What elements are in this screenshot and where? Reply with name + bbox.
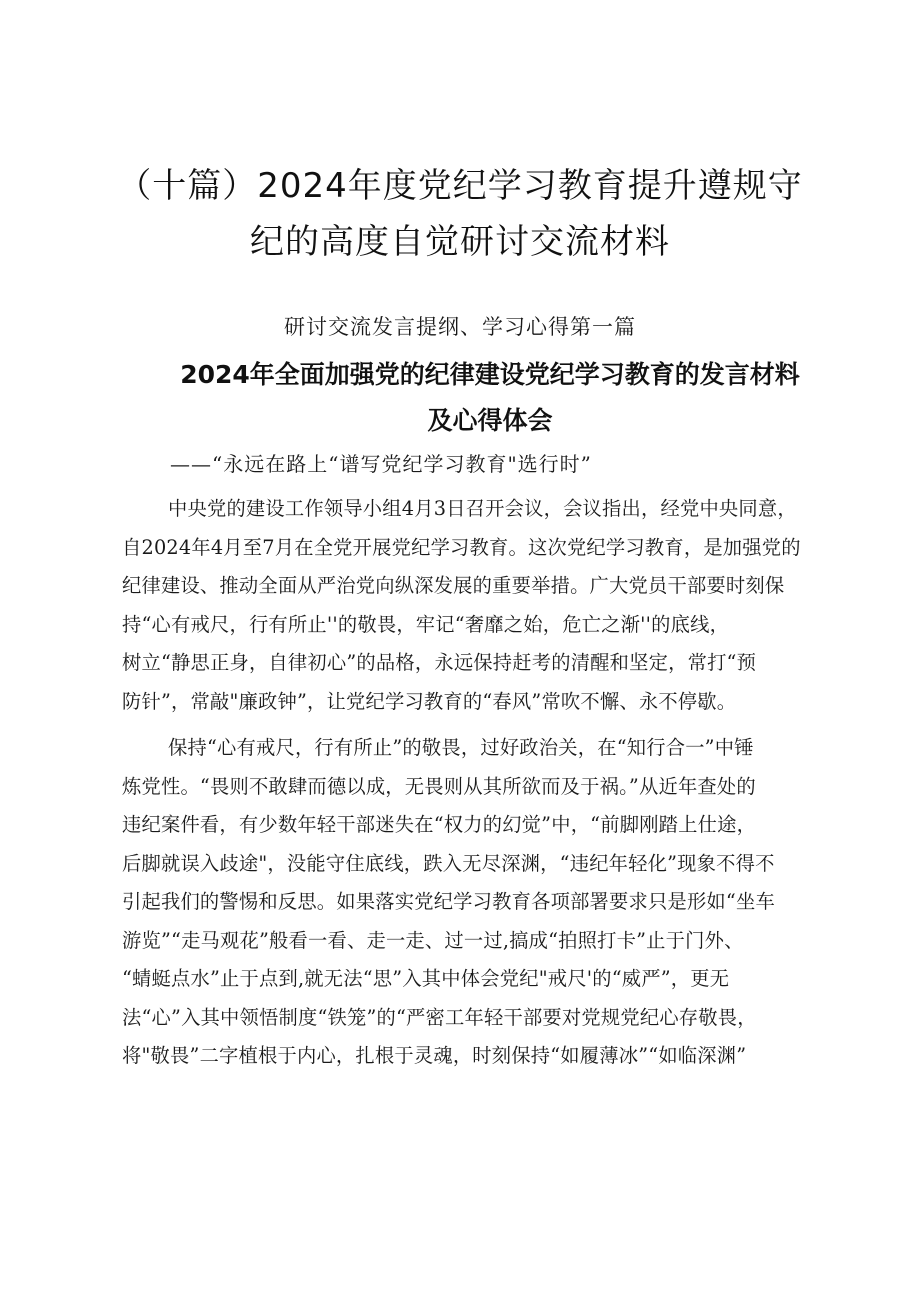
paragraph-gap xyxy=(122,721,822,729)
text-line: 引起我们的警惕和反思。如果落实党纪学习教育各项部署要求只是形如“坐车 xyxy=(122,890,775,913)
section-subtitle: 研讨交流发言提纲、学习心得第一篇 xyxy=(284,315,636,339)
text-line: 保持“心有戒尺，行有所止”的敬畏，过好政治关，在“知行合一”中锤 xyxy=(168,736,754,759)
text-line: 自2024年4月至7月在全党开展党纪学习教育。这次党纪学习教育，是加强党的 xyxy=(122,535,801,559)
text-line: 中央党的建设工作领导小组4月3日召开会议，会议指出，经党中央同意， xyxy=(168,497,797,520)
article-byline: ——“永远在路上“谱写党纪学习教育"选行时” xyxy=(170,452,592,476)
text-line: 纪律建设、推动全面从严治党向纵深发展的重要举措。广大党员干部要时刻保 xyxy=(122,574,785,597)
article-title-line: 2024年全面加强党的纪律建设党纪学习教育的发言材料 xyxy=(180,360,800,389)
text-line: 后脚就误入歧途"，没能守住底线，跌入无尽深渊，“违纪年轻化”现象不得不 xyxy=(122,851,775,875)
paragraph-2 xyxy=(122,729,822,1076)
article-title-line: 及心得体会 xyxy=(427,406,553,435)
text-line: “蜻蜓点水”止于点到,就无法“思”入其中体会党纪"戒尺'的“威严”，更无 xyxy=(122,967,730,990)
text-line: 持“心有戒尺，行有所止''的敬畏，牢记“奢靡之始，危亡之渐''的底线， xyxy=(122,612,730,636)
document-main-title xyxy=(90,158,830,270)
article-body xyxy=(122,490,822,1076)
text-line: 将"敬畏”二字植根于内心，扎根于灵魂，时刻保持“如履薄冰”“如临深渊” xyxy=(122,1044,747,1067)
text-line: 法“心”入其中领悟制度“铁笼”的“严密工年轻干部要对党规党纪心存敬畏， xyxy=(122,1005,757,1029)
text-line: 炼党性。“畏则不敢肆而德以成，无畏则从其所欲而及于祸。”从近年查处的 xyxy=(122,774,756,798)
paragraph-1 xyxy=(122,490,822,721)
text-line: 树立“静思正身，自律初心”的品格，永远保持赶考的清醒和坚定，常打“预 xyxy=(122,651,757,674)
text-line: 游览”“走马观花”般看一看、走一走、过一过,搞成“拍照打卡”止于门外、 xyxy=(122,928,744,952)
text-line: 防针”，常敲"廉政钟”，让党纪学习教育的“春风”常吹不懈、永不停歇。 xyxy=(122,689,737,713)
main-title-line: （十篇）2024年度党纪学习教育提升遵规守 xyxy=(117,166,803,206)
article-title xyxy=(140,352,840,444)
main-title-line: 纪的高度自觉研讨交流材料 xyxy=(250,222,670,262)
text-line: 违纪案件看，有少数年轻干部迷失在“权力的幻觉”中，“前脚刚踏上仕途， xyxy=(122,813,757,836)
